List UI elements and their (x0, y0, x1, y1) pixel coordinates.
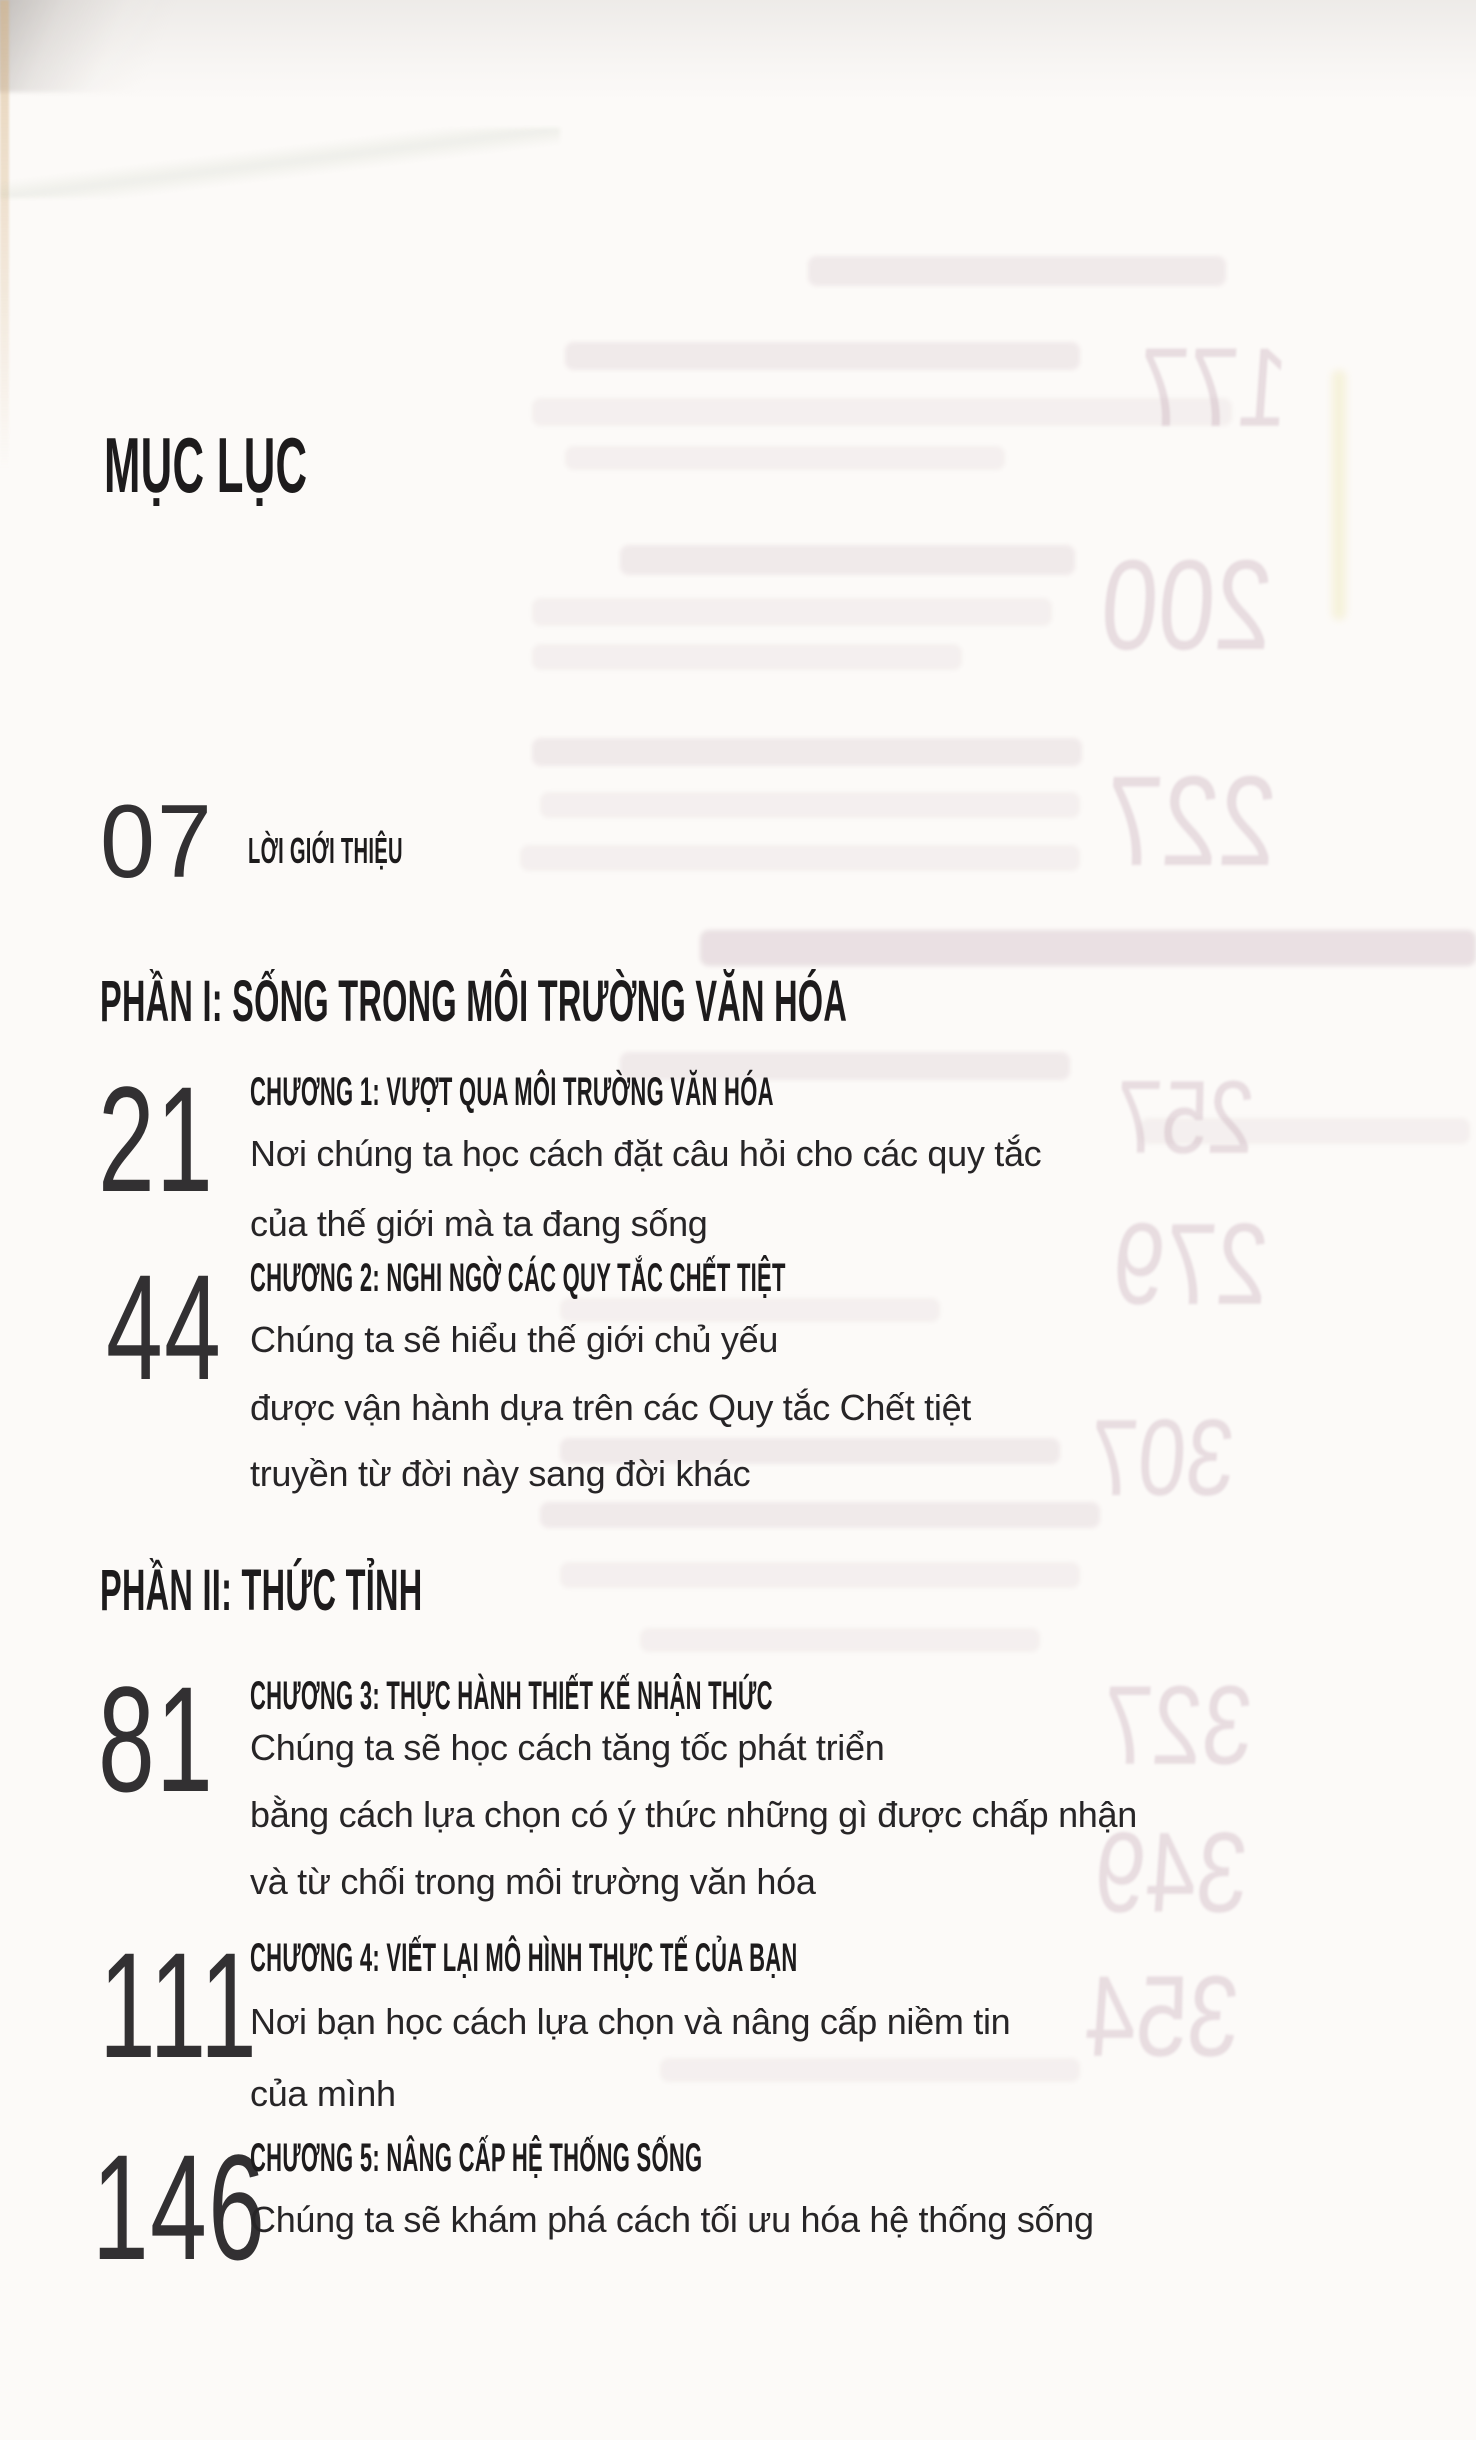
bleedthrough-line (532, 598, 1052, 626)
intro-label: LỜI GIỚI THIỆU (248, 830, 403, 871)
chapter-5-page-number: 146 (92, 2123, 267, 2291)
page-title: MỤC LỤC (104, 421, 308, 509)
bleedthrough-line (532, 398, 1232, 426)
bleedthrough-number: 279 (1108, 1199, 1273, 1329)
bleedthrough-number: 227 (1100, 750, 1282, 893)
bleedthrough-number: 327 (1098, 1663, 1257, 1788)
chapter-1-desc-line: Nơi chúng ta học cách đặt câu hỏi cho các quy tắc (250, 1133, 1042, 1174)
chapter-1-desc-line: của thế giới mà ta đang sống (250, 1203, 708, 1244)
chapter-2-desc-line: truyền từ đời này sang đời khác (250, 1453, 751, 1494)
bleedthrough-line (565, 446, 1005, 470)
bleedthrough-number: 349 (1090, 1810, 1252, 1937)
bleedthrough-line (565, 342, 1080, 370)
chapter-3-title: CHƯƠNG 3: THỰC HÀNH THIẾT KẾ NHẬN THỨC (250, 1674, 773, 1718)
bleedthrough-line (560, 1562, 1080, 1588)
bleedthrough-line (1140, 1118, 1470, 1144)
chapter-2-desc-line: được vận hành dựa trên các Quy tắc Chết tiệt (250, 1387, 971, 1428)
page-corner-fold (0, 0, 226, 92)
chapter-1-title: CHƯƠNG 1: VƯỢT QUA MÔI TRƯỜNG VĂN HÓA (250, 1070, 774, 1114)
chapter-4-desc-line: Nơi bạn học cách lựa chọn và nâng cấp niềm tin (250, 2001, 1011, 2042)
bleedthrough-line (660, 2058, 1080, 2082)
bleedthrough-number: 307 (1085, 1397, 1239, 1518)
bleedthrough-number: 200 (1096, 534, 1278, 677)
part-2-heading: PHẦN II: THỨC TỈNH (100, 1558, 423, 1623)
page-crease (0, 128, 560, 198)
page-left-edge (0, 0, 9, 470)
part-1-heading: PHẦN I: SỐNG TRONG MÔI TRƯỜNG VĂN HÓA (100, 969, 848, 1034)
chapter-3-desc-line: và từ chối trong môi trường văn hóa (250, 1861, 816, 1902)
bleedthrough-number: 257 (1111, 1060, 1259, 1176)
chapter-3-page-number: 81 (98, 1655, 215, 1823)
chapter-4-title: CHƯƠNG 4: VIẾT LẠI MÔ HÌNH THỰC TẾ CỦA BẠN (250, 1936, 798, 1980)
chapter-2-title: CHƯƠNG 2: NGHI NGỜ CÁC QUY TẮC CHẾT TIỆT (250, 1256, 786, 1300)
chapter-5-title: CHƯƠNG 5: NÂNG CẤP HỆ THỐNG SỐNG (250, 2136, 703, 2180)
bleedthrough-line (520, 845, 1080, 871)
bleedthrough-number: 354 (1080, 1953, 1244, 2081)
bleedthrough-line (532, 644, 962, 670)
chapter-1-page-number: 21 (98, 1055, 215, 1223)
bleedthrough-line (540, 792, 1080, 818)
chapter-2-desc-line: Chúng ta sẽ hiểu thế giới chủ yếu (250, 1319, 779, 1360)
bleedthrough-line (808, 256, 1226, 286)
bleedthrough-number: 177 (1134, 325, 1293, 450)
bleedthrough-line (540, 1502, 1100, 1528)
chapter-3-desc-line: bằng cách lựa chọn có ý thức những gì được chấp nhận (250, 1794, 1137, 1835)
intro-page-number: 07 (100, 784, 214, 900)
chapter-2-page-number: 44 (106, 1243, 223, 1411)
chapter-3-desc-line: Chúng ta sẽ học cách tăng tốc phát triển (250, 1727, 885, 1768)
bleedthrough-line (620, 545, 1075, 575)
scan-color-streak (1332, 370, 1346, 620)
bleedthrough-line (640, 1628, 1040, 1652)
bleedthrough-line (532, 738, 1082, 766)
chapter-4-page-number: 111 (99, 1921, 259, 2089)
bleedthrough-line (700, 930, 1476, 966)
chapter-4-desc-line: của mình (250, 2073, 396, 2114)
chapter-5-desc-line: Chúng ta sẽ khám phá cách tối ưu hóa hệ thống sống (250, 2199, 1094, 2240)
